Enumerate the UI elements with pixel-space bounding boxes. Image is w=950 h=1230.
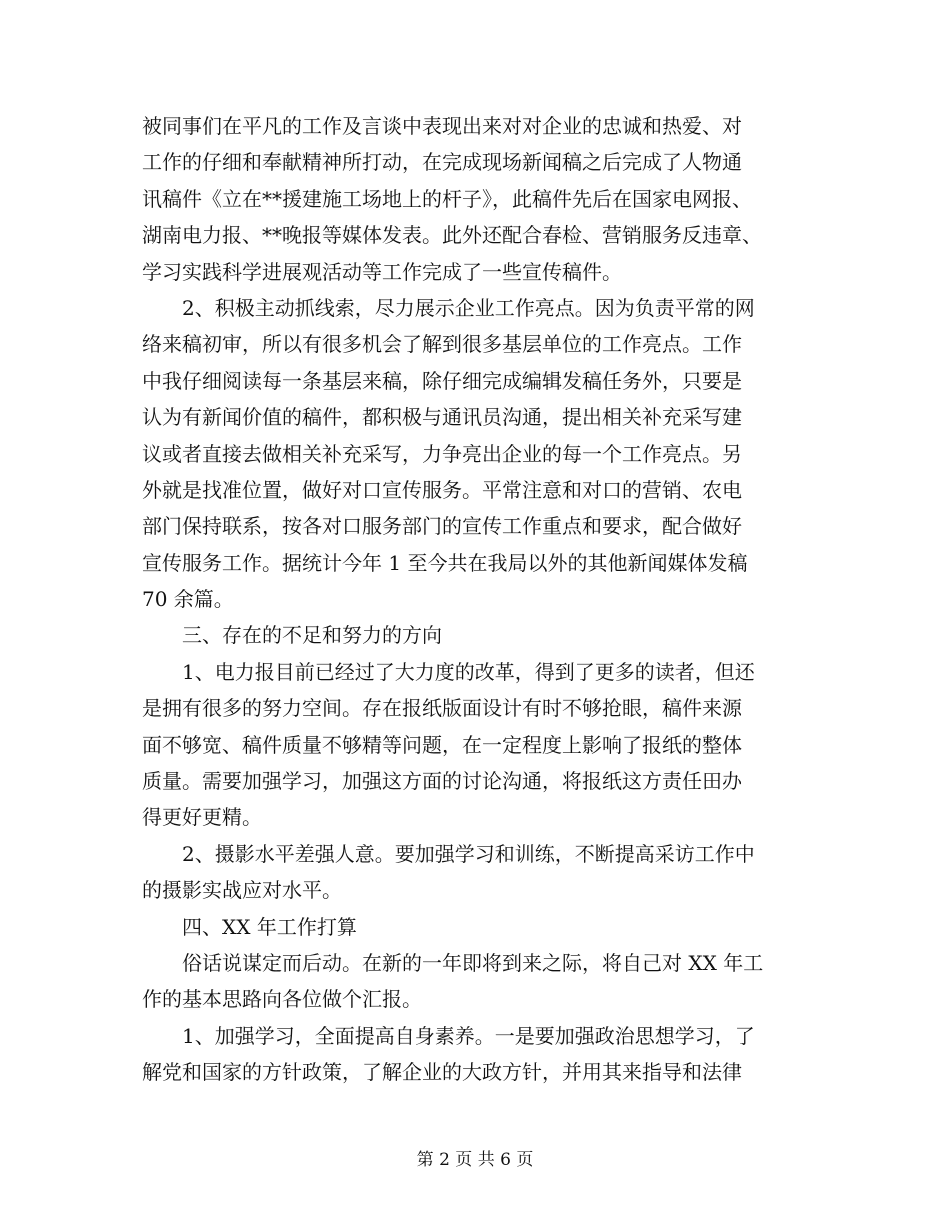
text-line: 四、XX 年工作打算	[182, 914, 357, 939]
text-line: 的摄影实战应对水平。	[142, 878, 342, 903]
text-line: 俗话说谋定而后动。在新的一年即将到来之际，将自己对 XX 年工	[182, 950, 764, 975]
page-number-footer: 第 2 页 共 6 页	[416, 1150, 534, 1170]
text-line: 2、积极主动抓线索，尽力展示企业工作亮点。因为负责平常的网	[182, 295, 755, 320]
text-line: 被同事们在平凡的工作及言谈中表现出来对对企业的忠诚和热爱、对	[142, 114, 742, 138]
text-line: 三、存在的不足和努力的方向	[182, 623, 442, 648]
text-line: 得更好更精。	[142, 805, 262, 830]
text-line: 中我仔细阅读每一条基层来稿，除仔细完成编辑发稿任务外，只要是	[142, 368, 742, 393]
text-line: 1、电力报目前已经过了大力度的改革，得到了更多的读者，但还	[182, 659, 755, 684]
text-line: 1、加强学习，全面提高自身素养。一是要加强政治思想学习，了	[182, 1023, 755, 1048]
document-body	[142, 108, 812, 1091]
text-line: 湖南电力报、**晚报等媒体发表。此外还配合春检、营销服务反违章、	[142, 223, 762, 248]
text-line: 宣传服务工作。据统计今年 1 至今共在我局以外的其他新闻媒体发稿	[142, 550, 748, 575]
text-line: 作的基本思路向各位做个汇报。	[142, 987, 422, 1012]
text-line: 络来稿初审，所以有很多机会了解到很多基层单位的工作亮点。工作	[142, 332, 742, 357]
text-line: 2、摄影水平差强人意。要加强学习和训练，不断提高采访工作中	[182, 841, 755, 866]
text-line: 外就是找准位置，做好对口宣传服务。平常注意和对口的营销、农电	[142, 477, 742, 502]
text-line: 解党和国家的方针政策，了解企业的大政方针，并用其来指导和法律	[142, 1060, 742, 1085]
text-line: 是拥有很多的努力空间。存在报纸版面设计有时不够抢眼，稿件来源	[142, 696, 742, 721]
text-line: 认为有新闻价值的稿件，都积极与通讯员沟通，提出相关补充采写建	[142, 405, 742, 430]
text-line: 讯稿件《立在**援建施工场地上的杆子》，此稿件先后在国家电网报、	[142, 186, 752, 211]
text-line: 70 余篇。	[142, 587, 234, 612]
text-line: 学习实践科学进展观活动等工作完成了一些宣传稿件。	[142, 259, 622, 284]
text-line: 工作的仔细和奉献精神所打动，在完成现场新闻稿之后完成了人物通	[142, 150, 742, 175]
text-line: 议或者直接去做相关补充采写，力争亮出企业的每一个工作亮点。另	[142, 441, 742, 466]
text-line: 部门保持联系，按各对口服务部门的宣传工作重点和要求，配合做好	[142, 514, 742, 539]
text-line: 面不够宽、稿件质量不够精等问题，在一定程度上影响了报纸的整体	[142, 732, 742, 757]
text-line: 质量。需要加强学习，加强这方面的讨论沟通，将报纸这方责任田办	[142, 769, 742, 794]
